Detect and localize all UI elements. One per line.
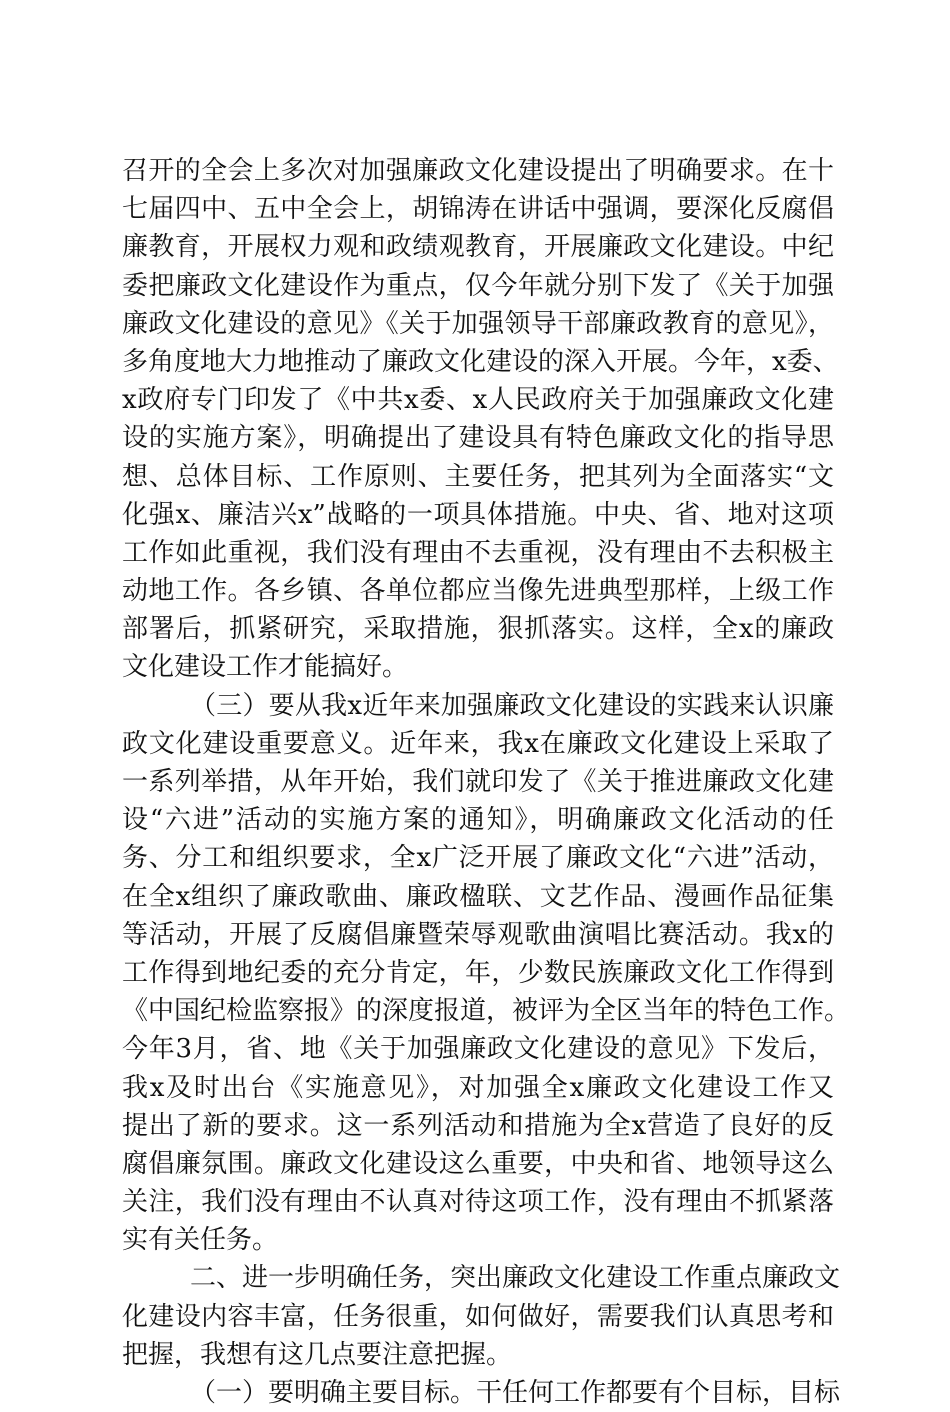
text-line: 在全x组织了廉政歌曲、廉政楹联、文艺作品、漫画作品征集	[122, 881, 834, 912]
text-line: 文化建设工作才能搞好。	[122, 652, 409, 683]
text-line: x政府专门印发了《中共x委、x人民政府关于加强廉政文化建	[122, 385, 834, 416]
text-line: 我x及时出台《实施意见》，对加强全x廉政文化建设工作又	[122, 1072, 834, 1103]
text-line: 二、进一步明确任务，突出廉政文化建设工作重点廉政文	[190, 1263, 841, 1294]
paragraph	[122, 687, 851, 1260]
text-line: 化建设内容丰富，任务很重，如何做好，需要我们认真思考和	[122, 1301, 834, 1332]
text-line: 廉政文化建设的意见》《关于加强领导干部廉政教育的意见》，	[122, 308, 834, 339]
text-line: 实有关任务。	[122, 1225, 279, 1256]
text-line: 等活动，开展了反腐倡廉暨荣辱观歌曲演唱比赛活动。我x的	[122, 919, 834, 950]
document-body	[122, 152, 851, 1412]
text-line: 今年3月，省、地《关于加强廉政文化建设的意见》下发后，	[122, 1034, 834, 1065]
text-line: 召开的全会上多次对加强廉政文化建设提出了明确要求。在十	[122, 156, 834, 186]
text-line: 设的实施方案》，明确提出了建设具有特色廉政文化的指导思	[122, 423, 834, 454]
text-line: 务、分工和组织要求，全x广泛开展了廉政文化“六进”活动，	[122, 843, 834, 874]
paragraph	[122, 1259, 841, 1374]
text-line: 政文化建设重要意义。近年来，我x在廉政文化建设上采取了	[122, 728, 834, 759]
text-line: 腐倡廉氛围。廉政文化建设这么重要，中央和省、地领导这么	[122, 1148, 834, 1179]
text-line: 把握，我想有这几点要注意把握。	[122, 1339, 513, 1370]
text-line: （三）要从我x近年来加强廉政文化建设的实践来认识廉	[190, 690, 834, 721]
text-line: 想、总体目标、工作原则、主要任务，把其列为全面落实“文	[122, 461, 834, 492]
text-line: （一）要明确主要目标。干任何工作都要有个目标，目标	[190, 1378, 841, 1408]
paragraph	[122, 152, 839, 687]
text-line: 动地工作。各乡镇、各单位都应当像先进典型那样，上级工作	[122, 576, 834, 607]
text-line: 工作如此重视，我们没有理由不去重视，没有理由不去积极主	[122, 537, 834, 568]
text-line: 设“六进”活动的实施方案的通知》，明确廉政文化活动的任	[122, 805, 834, 836]
text-line: 委把廉政文化建设作为重点，仅今年就分别下发了《关于加强	[122, 270, 834, 301]
text-line: 工作得到地纪委的充分肯定，年，少数民族廉政文化工作得到	[122, 957, 834, 988]
text-line: 部署后，抓紧研究，采取措施，狠抓落实。这样，全x的廉政	[122, 614, 834, 645]
text-line: 多角度地大力地推动了廉政文化建设的深入开展。今年，x委、	[122, 346, 839, 377]
text-line: 廉教育，开展权力观和政绩观教育，开展廉政文化建设。中纪	[122, 232, 834, 263]
paragraph	[122, 1374, 841, 1412]
text-line: 一系列举措，从年开始，我们就印发了《关于推进廉政文化建	[122, 767, 834, 797]
text-line: 提出了新的要求。这一系列活动和措施为全x营造了良好的反	[122, 1110, 834, 1141]
text-line: 关注，我们没有理由不认真对待这项工作，没有理由不抓紧落	[122, 1187, 834, 1218]
text-line: 化强x、廉洁兴x”战略的一项具体措施。中央、省、地对这项	[122, 499, 834, 530]
text-line: 七届四中、五中全会上，胡锦涛在讲话中强调，要深化反腐倡	[122, 194, 834, 225]
text-line: 《中国纪检监察报》的深度报道，被评为全区当年的特色工作。	[122, 996, 851, 1027]
